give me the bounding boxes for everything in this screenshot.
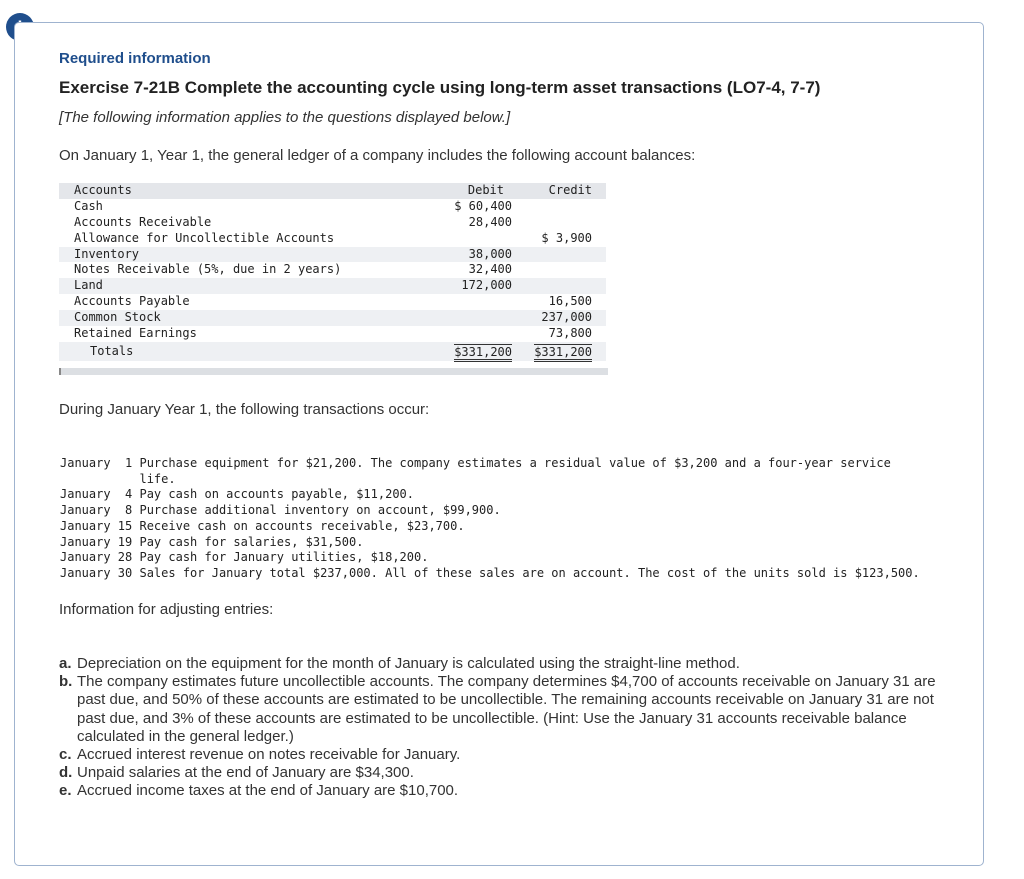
credit-value: 73,800 — [548, 326, 592, 341]
table-row — [59, 247, 606, 263]
required-information-heading: Required information — [59, 50, 211, 67]
credit-value: 237,000 — [541, 310, 592, 325]
table-row — [59, 310, 606, 326]
debit-value: $ 60,400 — [454, 198, 512, 213]
account-name: Retained Earnings — [74, 326, 197, 341]
item-text: Unpaid salaries at the end of January are $34,300. — [77, 764, 414, 782]
debit-value: 172,000 — [461, 278, 512, 293]
transactions-list — [60, 456, 960, 582]
account-name: Accounts Receivable — [74, 214, 212, 229]
account-name: Land — [74, 278, 103, 293]
adjusting-item — [59, 746, 939, 764]
table-row — [59, 215, 606, 231]
table-row — [59, 262, 606, 278]
transaction-line: January 15 Receive cash on accounts receivable, $23,700. — [60, 518, 465, 533]
exercise-title: Exercise 7-21B Complete the accounting cycle using long-term asset transactions (LO7-4, 7-7) — [59, 78, 821, 97]
applies-note: [The following information applies to the questions displayed below.] — [59, 109, 511, 126]
total-credit: $331,200 — [534, 344, 592, 362]
horizontal-scrollbar[interactable] — [59, 368, 608, 375]
totals-row — [59, 342, 606, 361]
debit-value: 28,400 — [468, 214, 512, 229]
credit-header: Credit — [548, 183, 592, 197]
table-row — [59, 326, 606, 342]
transaction-line: January 1 Purchase equipment for $21,200. The company estimates a residual value of $3,200 and a four-year service — [60, 456, 891, 470]
transaction-line: life. — [60, 471, 176, 486]
transaction-line: January 28 Pay cash for January utilities, $18,200. — [60, 550, 429, 565]
account-name: Cash — [74, 198, 103, 213]
account-name: Inventory — [74, 246, 140, 261]
transaction-line: January 4 Pay cash on accounts payable, $11,200. — [60, 487, 415, 502]
account-name: Notes Receivable (5%, due in 2 years) — [74, 262, 342, 277]
intro-text: On January 1, Year 1, the general ledger of a company includes the following account balances: — [59, 147, 696, 164]
totals-label: Totals — [90, 343, 134, 358]
item-text: Accrued income taxes at the end of January are $10,700. — [77, 782, 459, 800]
account-name: Accounts Payable — [74, 294, 190, 309]
item-text: Depreciation on the equipment for the month of January is calculated using the straight-line method. — [77, 655, 740, 672]
adjusting-item — [59, 673, 939, 746]
transactions-intro: During January Year 1, the following transactions occur: — [59, 401, 430, 418]
transaction-line: January 30 Sales for January total $237,000. All of these sales are on account. The cost of the units sold is $123,500. — [60, 565, 920, 580]
transaction-line: January 8 Purchase additional inventory on account, $99,900. — [60, 503, 501, 518]
account-balances-table — [59, 183, 606, 361]
table-header-row — [59, 183, 606, 199]
table-row — [59, 294, 606, 310]
item-letter: d. — [59, 764, 73, 782]
account-name: Allowance for Uncollectible Accounts — [74, 230, 335, 245]
debit-value: 32,400 — [468, 262, 512, 277]
item-text: Accrued interest revenue on notes receivable for January. — [77, 746, 461, 764]
credit-value: 16,500 — [548, 294, 592, 309]
credit-value: $ 3,900 — [541, 230, 592, 245]
item-letter: a. — [59, 655, 72, 672]
table-row — [59, 231, 606, 247]
item-letter: b. — [59, 673, 73, 691]
adjusting-entries-heading: Information for adjusting entries: — [59, 601, 274, 618]
item-letter: c. — [59, 746, 72, 764]
table-row — [59, 199, 606, 215]
adjusting-entries-list — [59, 655, 939, 801]
accounts-header: Accounts — [74, 183, 132, 197]
item-text: The company estimates future uncollectible accounts. The company determines $4,700 of accounts receivable on January 31 are past due, and 50% of these accounts are estimated to be uncollectible. The remaining accounts receivable on January 31 are not past due, and 3% of these accounts are estimated to be uncollectible. (Hint: Use the January 31 accounts receivable balance calculated in the general ledger.) — [77, 673, 936, 745]
total-debit: $331,200 — [454, 344, 512, 362]
debit-value: 38,000 — [468, 246, 512, 261]
debit-header: Debit — [467, 183, 504, 197]
adjusting-item — [59, 655, 939, 673]
item-letter: e. — [59, 782, 72, 800]
adjusting-item — [59, 764, 939, 782]
adjusting-item — [59, 782, 939, 800]
account-name: Common Stock — [74, 310, 161, 325]
transaction-line: January 19 Pay cash for salaries, $31,500. — [60, 534, 364, 549]
table-row — [59, 278, 606, 294]
